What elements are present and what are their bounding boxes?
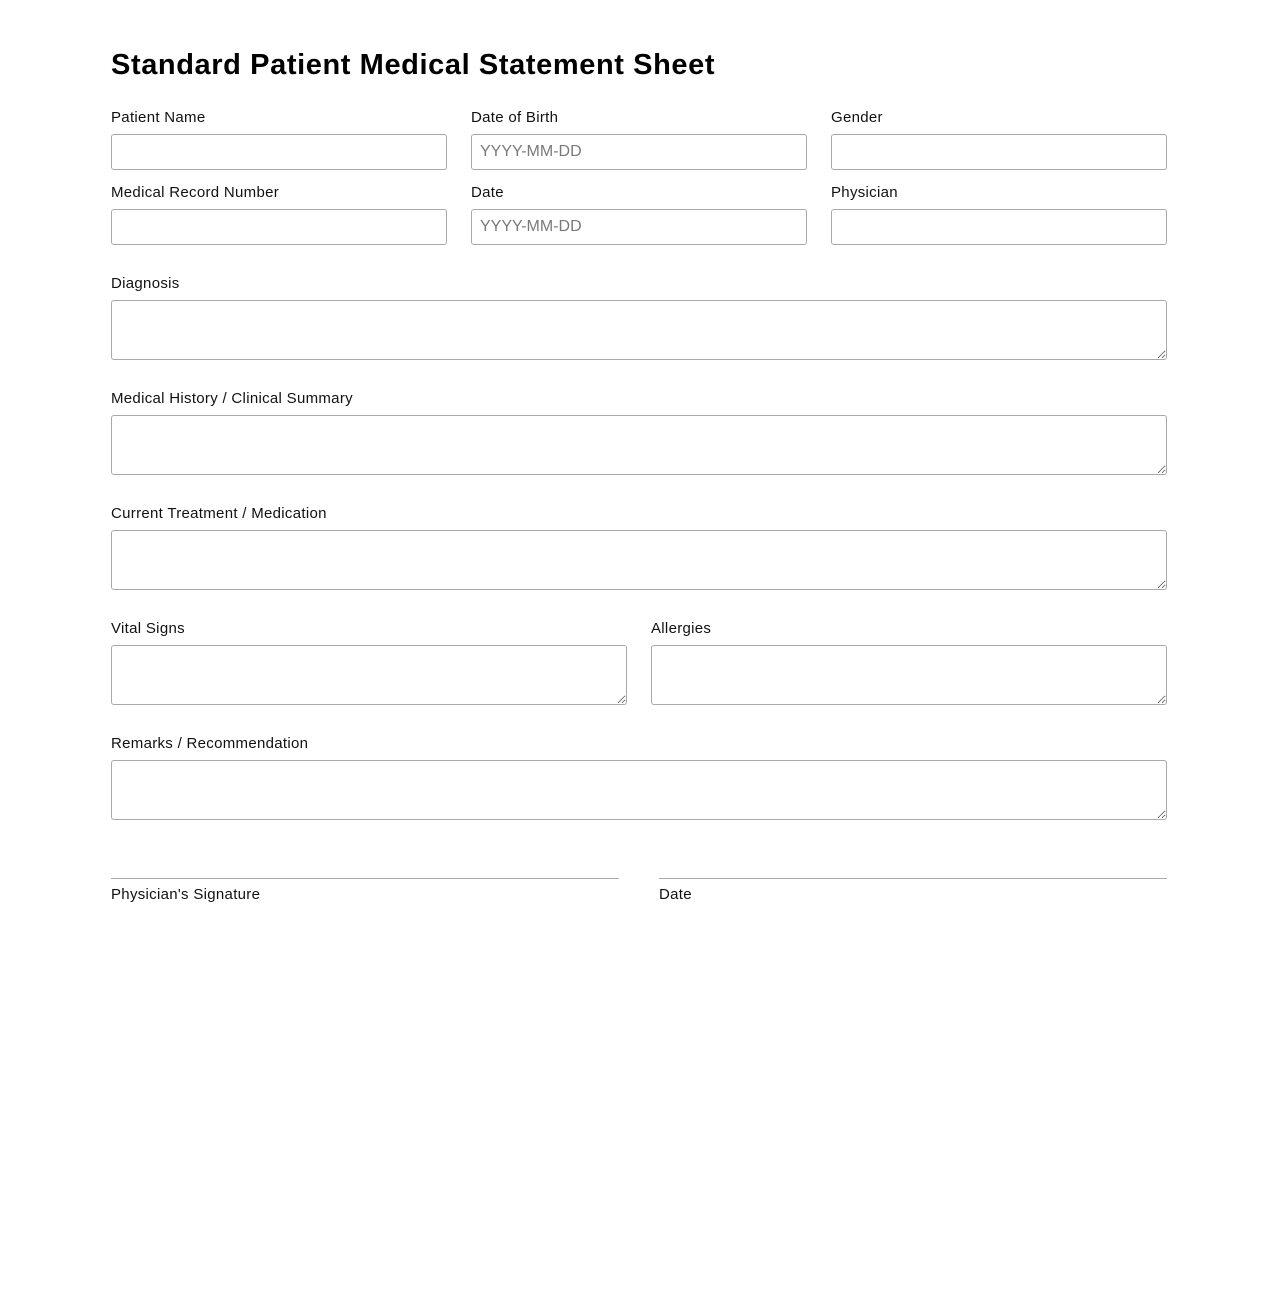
date-of-birth-label: Date of Birth	[471, 109, 559, 126]
signature-date-line[interactable]	[659, 878, 1167, 879]
vital-signs-label: Vital Signs	[111, 620, 185, 637]
remarks-label: Remarks / Recommendation	[111, 735, 309, 752]
allergies-label: Allergies	[651, 620, 712, 637]
gender-input[interactable]	[831, 134, 1167, 170]
date-input[interactable]	[471, 209, 807, 245]
allergies-textarea[interactable]	[651, 645, 1167, 705]
date-of-birth-input[interactable]	[471, 134, 807, 170]
signature-date-label: Date	[659, 886, 692, 903]
diagnosis-label: Diagnosis	[111, 275, 180, 292]
page-title: Standard Patient Medical Statement Sheet	[111, 49, 716, 81]
medical-history-label: Medical History / Clinical Summary	[111, 390, 353, 407]
medical-record-number-label: Medical Record Number	[111, 184, 280, 201]
current-treatment-textarea[interactable]	[111, 530, 1167, 590]
medical-history-textarea[interactable]	[111, 415, 1167, 475]
date-label: Date	[471, 184, 504, 201]
patient-name-label: Patient Name	[111, 109, 206, 126]
remarks-textarea[interactable]	[111, 760, 1167, 820]
patient-name-input[interactable]	[111, 134, 447, 170]
current-treatment-label: Current Treatment / Medication	[111, 505, 327, 522]
physician-signature-line[interactable]	[111, 878, 619, 879]
gender-label: Gender	[831, 109, 883, 126]
diagnosis-textarea[interactable]	[111, 300, 1167, 360]
physician-signature-label: Physician's Signature	[111, 886, 261, 903]
medical-record-number-input[interactable]	[111, 209, 447, 245]
physician-input[interactable]	[831, 209, 1167, 245]
physician-label: Physician	[831, 184, 898, 201]
vital-signs-textarea[interactable]	[111, 645, 627, 705]
